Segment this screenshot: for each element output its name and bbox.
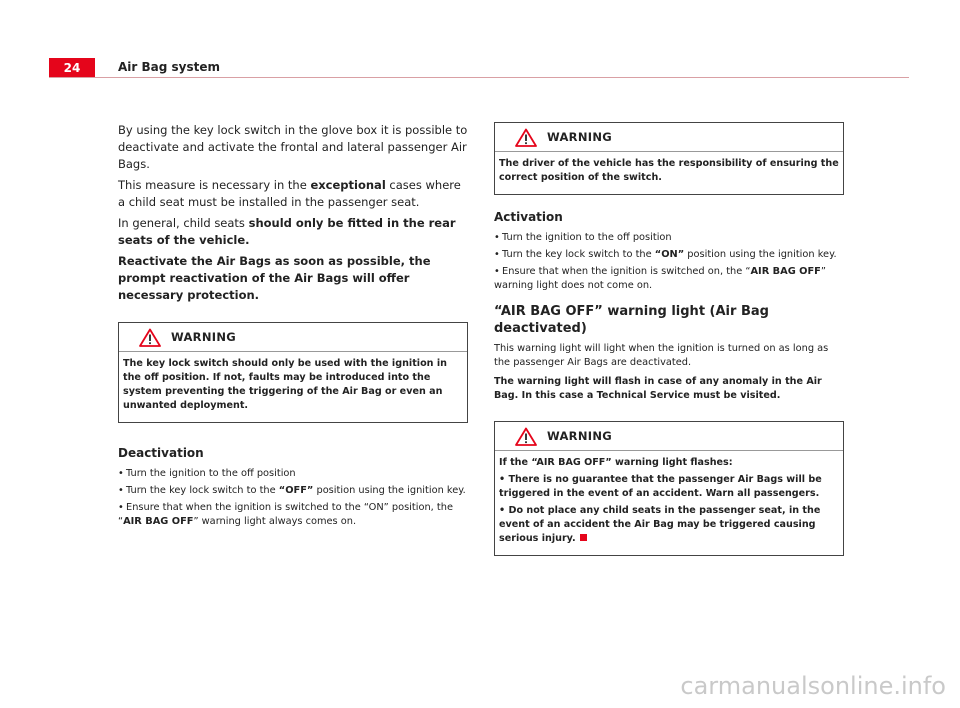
warning-title: WARNING	[547, 428, 612, 443]
child-seat-paragraph: In general, child seats should only be fitted in the rear seats of the vehicle.	[118, 216, 456, 247]
list-item: • Turn the ignition to the off position	[118, 468, 296, 479]
warning-title: WARNING	[171, 329, 236, 344]
header-divider	[49, 77, 909, 78]
warning-triangle-icon	[515, 128, 537, 147]
warning-light-heading: “AIR BAG OFF” warning light (Air Bag deactivated)	[494, 304, 769, 336]
warning-body	[495, 451, 843, 555]
warning-header	[119, 323, 467, 352]
warning-body: The driver of the vehicle has the responsibility of ensuring the correct position of the switch.	[499, 158, 839, 183]
activation-heading: Activation	[494, 210, 563, 224]
list-item: • Do not place any child seats in the passenger seat, in the event of an accident the Air Bag may be triggered causing serious injury.	[499, 505, 821, 544]
warning-title: WARNING	[547, 129, 612, 144]
list-item: • Turn the key lock switch to the “OFF” position using the ignition key.	[118, 485, 466, 496]
warning-light-paragraph: This warning light will light when the ignition is turned on as long as the passenger Air Bags are deactivated.	[494, 343, 829, 368]
warning-triangle-icon	[515, 427, 537, 446]
activation-section	[494, 209, 844, 293]
warning-body: The key lock switch should only be used with the ignition in the off position. If not, faults may be introduced into the system preventing the triggering of the Air Bag or even an unwanted deployment.	[123, 358, 447, 411]
intro-paragraph: By using the key lock switch in the glove box it is possible to deactivate and activate the frontal and lateral passenger Air Bags.	[118, 123, 468, 171]
warning-box-right-top	[494, 122, 844, 195]
warning-header	[495, 123, 843, 152]
deactivation-section	[118, 445, 468, 529]
reactivate-paragraph: Reactivate the Air Bags as soon as possible, the prompt reactivation of the Air Bags will offer necessary protection.	[118, 254, 431, 302]
warning-header	[495, 422, 843, 451]
left-column	[118, 122, 468, 532]
warning-triangle-icon	[139, 328, 161, 347]
page-number: 24	[49, 58, 95, 78]
list-item: • Ensure that when the ignition is switched on, the “AIR BAG OFF” warning light does not come on.	[494, 266, 826, 291]
list-item: • There is no guarantee that the passenger Air Bags will be triggered in the event of an accident. Warn all passengers.	[499, 474, 822, 499]
warning-intro: If the “AIR BAG OFF” warning light flashes:	[499, 457, 733, 468]
watermark: carmanualsonline.info	[680, 672, 946, 700]
list-item: • Turn the ignition to the off position	[494, 232, 672, 243]
anomaly-paragraph: The warning light will flash in case of any anomaly in the Air Bag. In this case a Technical Service must be visited.	[494, 376, 822, 401]
list-item: • Turn the key lock switch to the “ON” position using the ignition key.	[494, 249, 837, 260]
warning-box-left	[118, 322, 468, 423]
end-of-section-icon	[580, 534, 587, 541]
deactivation-heading: Deactivation	[118, 446, 204, 460]
list-item: • Ensure that when the ignition is switched to the “ON” position, the “AIR BAG OFF” warning light always comes on.	[118, 502, 453, 527]
right-column	[494, 122, 844, 556]
page-title: Air Bag system	[118, 60, 220, 74]
measure-paragraph: This measure is necessary in the exceptional cases where a child seat must be installed in the passenger seat.	[118, 178, 461, 209]
warning-light-section	[494, 303, 844, 403]
warning-box-right-bottom	[494, 421, 844, 556]
